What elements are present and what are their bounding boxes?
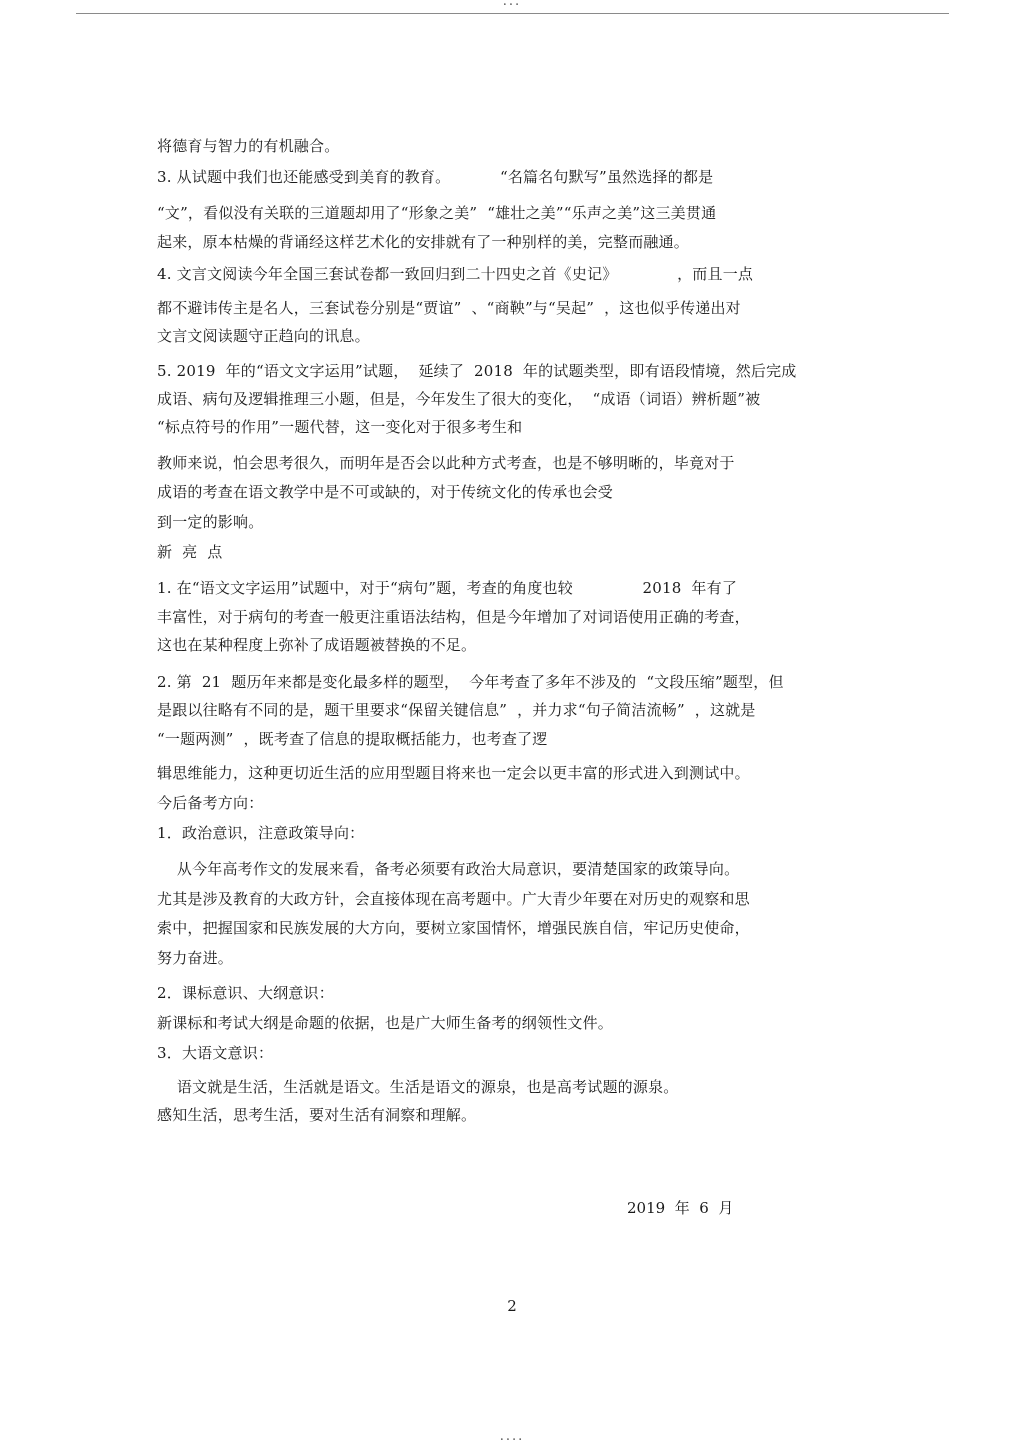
text-line: 辑思维能力，这种更切近生活的应用型题目将来也一定会以更丰富的形式进入到测试中。 (157, 764, 750, 782)
text-line: 将德育与智力的有机融合。 (157, 137, 340, 155)
text-line: 到一定的影响。 (157, 513, 264, 531)
text-line: 教师来说，怕会思考很久，而明年是否会以此种方式考查，也是不够明晰的，毕竟对于 (157, 454, 735, 472)
text-line: 是跟以往略有不同的是，题干里要求“保留关键信息” ，并力求“句子简洁流畅” ，这就是 (157, 701, 756, 719)
text-line: 1．政治意识，注意政策导向： (157, 824, 365, 842)
page-number: 2 (507, 1297, 517, 1315)
text-line: 丰富性，对于病句的考查一般更注重语法结构，但是今年增加了对词语使用正确的考查， (157, 608, 750, 626)
text-line: 今后备考方向： (157, 794, 264, 812)
text-line: 索中，把握国家和民族发展的大方向，要树立家国情怀，增强民族自信，牢记历史使命， (157, 919, 750, 937)
text-line: 努力奋进。 (157, 949, 234, 967)
text-line: 1. 在“语文文字运用”试题中，对于“病句”题，考查的角度也较 2018 年有了 (157, 579, 738, 597)
text-line: 都不避讳传主是名人，三套试卷分别是“贾谊” 、“商鞅”与“吴起” ，这也似乎传递出对 (157, 299, 741, 317)
text-line: 语文就是生活，生活就是语文。生活是语文的源泉，也是高考试题的源泉。 (157, 1078, 679, 1096)
text-line: 起来，原本枯燥的背诵经这样艺术化的安排就有了一种别样的美，完整而融通。 (157, 233, 690, 251)
text-line: 成语的考查在语文教学中是不可或缺的，对于传统文化的传承也会受 (157, 483, 614, 501)
footer-dots: .... (499, 1429, 525, 1444)
text-line: 这也在某种程度上弥补了成语题被替换的不足。 (157, 636, 477, 654)
header-rule (76, 13, 949, 14)
text-line: 2．课标意识、大纲意识： (157, 984, 334, 1002)
text-line: 3. 从试题中我们也还能感受到美育的教育。 “名篇名句默写”虽然选择的都是 (157, 168, 714, 186)
header-dots: ... (502, 0, 522, 9)
text-line: 文言文阅读题守正趋向的讯息。 (157, 327, 370, 345)
text-line: 从今年高考作文的发展来看，备考必须要有政治大局意识，要清楚国家的政策导向。 (157, 860, 740, 878)
text-line: 3．大语文意识： (157, 1044, 274, 1062)
text-line: “标点符号的作用”一题代替，这一变化对于很多考生和 (157, 418, 523, 436)
document-date: 2019 年 6 月 (627, 1199, 734, 1217)
text-line: “一题两测” ，既考查了信息的提取概括能力，也考查了逻 (157, 730, 548, 748)
text-line: 尤其是涉及教育的大政方针，会直接体现在高考题中。广大青少年要在对历史的观察和思 (157, 890, 750, 908)
text-line: 4. 文言文阅读今年全国三套试卷都一致回归到二十四史之首《史记》 ，而且一点 (157, 265, 754, 283)
text-line: 新课标和考试大纲是命题的依据，也是广大师生备考的纲领性文件。 (157, 1014, 614, 1032)
text-line: 新 亮 点 (157, 543, 223, 561)
text-line: 2. 第 21 题历年来都是变化最多样的题型， 今年考查了多年不涉及的 “文段压缩”题型，但 (157, 673, 784, 691)
text-line: “文”，看似没有关联的三道题却用了“形象之美” “雄壮之美”“乐声之美”这三美贯通 (157, 204, 717, 222)
text-line: 感知生活，思考生活，要对生活有洞察和理解。 (157, 1106, 477, 1124)
text-line: 成语、病句及逻辑推理三小题，但是，今年发生了很大的变化， “成语（词语）辨析题”被 (157, 390, 761, 408)
text-line: 5. 2019 年的“语文文字运用”试题， 延续了 2018 年的试题类型，即有语段情境，然后完成 (157, 362, 797, 380)
